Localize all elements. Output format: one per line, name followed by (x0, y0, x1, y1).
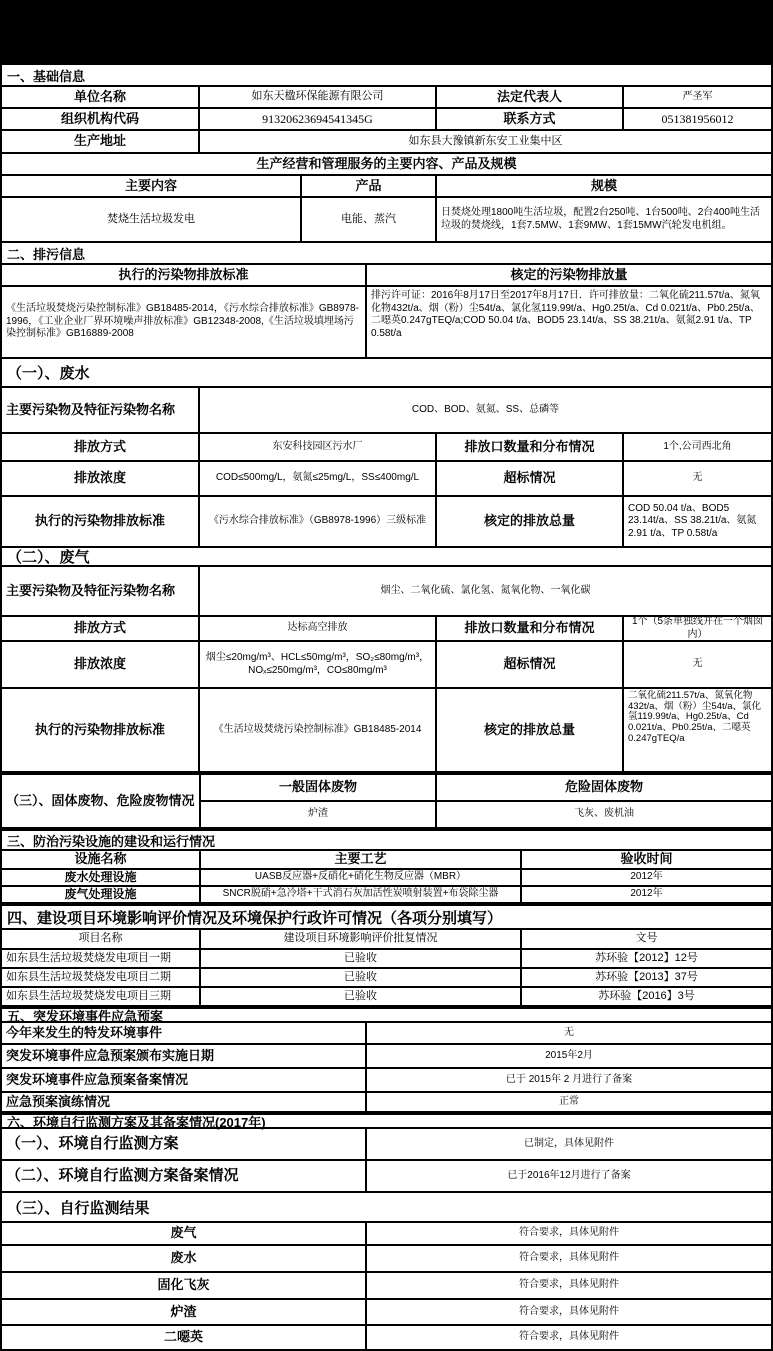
ww-pollutants-label: 主要污染物及特征污染物名称 (6, 401, 176, 417)
section1-title: 一、基础信息 (7, 68, 86, 84)
col-doc-number: 文号 (520, 930, 771, 948)
col-facility-name: 设施名称 (74, 851, 127, 867)
contact-label: 联系方式 (435, 109, 622, 129)
result-value: 符合要求，具体见附件 (365, 1223, 771, 1244)
org-code-value: 91320623694541345G (198, 109, 435, 129)
table-row (2, 967, 771, 986)
wg-pollutants-value: 烟尘、二氧化硫、氯化氢、氮氧化物、一氧化碳 (198, 567, 771, 615)
table-header-row (2, 263, 771, 285)
ww-outlets-value: 1个,公司西北角 (622, 434, 771, 460)
result-value: 符合要求，具体见附件 (365, 1273, 771, 1298)
table-row (2, 687, 771, 771)
general-solid-value: 炉渣 (199, 802, 435, 827)
facility-date: 2012年 (520, 870, 771, 885)
section5-title: 五、突发环境事件应急预案 (2, 1005, 771, 1021)
table-row (2, 152, 771, 174)
ww-exceed-label: 超标情况 (435, 462, 622, 495)
table-row (2, 885, 771, 902)
table-row (2, 986, 771, 1005)
table-row (2, 386, 771, 432)
result-label: 炉渣 (170, 1303, 197, 1319)
table-row (2, 1324, 771, 1349)
wg-concentration-value: 烟尘≤20mg/m³、HCL≤50mg/m³，SO₂≤80mg/m³，NOₓ≤250mg/m³，CO≤80mg/m³ (198, 642, 435, 687)
table-row (2, 1021, 771, 1043)
table-row (2, 615, 771, 640)
hazardous-solid-value: 飞灰、废机油 (435, 802, 771, 827)
table-row (2, 565, 771, 615)
wg-total-label: 核定的排放总量 (435, 689, 622, 771)
ww-total-label: 核定的排放总量 (435, 497, 622, 546)
ww-pollutants-value: COD、BOD、氨氮、SS、总磷等 (198, 388, 771, 432)
scale-value: 日焚烧处理1800吨生活垃圾，配置2台250吨、1台500吨、2台400吨生活垃圾的焚烧线，1套7.5MW、1套9MW、1套15MW汽轮发电机组。 (435, 198, 771, 241)
wg-outlets-value: 1个（5条单独线并在一个烟囱内） (622, 617, 771, 640)
project-name: 如东县生活垃圾焚烧发电项目二期 (6, 970, 171, 983)
table-row (2, 1221, 771, 1244)
wg-exceed-value: 无 (622, 642, 771, 687)
wastewater-title: （一）、废水 (2, 357, 771, 386)
monitor-record-label: （二）、环境自行监测方案备案情况 (6, 1166, 239, 1184)
emergency-label: 突发环境事件应急预案备案情况 (6, 1071, 189, 1087)
result-label: 废水 (170, 1250, 197, 1266)
solidwaste-value-row (199, 800, 771, 827)
top-black-band (0, 0, 773, 62)
result-label: 二噁英 (163, 1329, 203, 1345)
table-row (2, 460, 771, 495)
col-project-name: 项目名称 (78, 932, 123, 945)
col-product: 产品 (300, 176, 435, 196)
address-label: 生产地址 (73, 133, 126, 149)
table-row (2, 1298, 771, 1324)
ww-concentration-label: 排放浓度 (73, 470, 126, 486)
table-row (2, 85, 771, 107)
project-status: 已验收 (199, 988, 520, 1005)
wg-standard-value: 《生活垃圾焚烧污染控制标准》GB18485-2014 (198, 689, 435, 771)
project-doc: 苏环验【2012】12号 (520, 950, 771, 967)
project-doc: 苏环验【2016】3号 (520, 988, 771, 1005)
approved-value: 排污许可证：2016年8月17日至2017年8月17日．许可排放量：二氧化硫211.57t/a、氮氧化物432t/a、烟（粉）尘54t/a、氯化氢119.99t/a、Hg0.25t/a、Cd 0.021t/a、Pb0.25t/a、二噁英0.247gTEQ/a;COD 50.04 t/a、BOD5 23.14t/a、SS 38.21t/a、氨氮2.91 t/a、TP 0.58t/a (365, 287, 771, 357)
ww-outlets-label: 排放口数量和分布情况 (435, 434, 622, 460)
project-status: 已验收 (199, 969, 520, 986)
facility-date: 2012年 (520, 887, 771, 902)
emergency-label: 应急预案演练情况 (6, 1093, 111, 1109)
wg-pollutants-label: 主要污染物及特征污染物名称 (6, 582, 176, 598)
ww-exceed-value: 无 (622, 462, 771, 495)
facility-name: 废水处理设施 (64, 870, 137, 884)
project-name: 如东县生活垃圾焚烧发电项目一期 (6, 951, 171, 964)
general-solid-header: 一般固体废物 (199, 775, 435, 800)
table-row (2, 1127, 771, 1159)
table-row (2, 948, 771, 967)
wg-mode-label: 排放方式 (73, 620, 126, 636)
table-row (2, 1271, 771, 1298)
monitor-plan-label: （一）、环境自行监测方案 (6, 1134, 179, 1152)
disclosure-table (0, 62, 773, 1351)
section2-title: 二、排污信息 (2, 241, 771, 263)
table-row (2, 107, 771, 129)
result-label: 废气 (170, 1225, 197, 1241)
solidwaste-sub (199, 775, 771, 827)
monitor-plan-value: 已制定，具体见附件 (365, 1129, 771, 1159)
facility-process: SNCR脱硝+急冷塔+干式消石灰加活性炭喷射装置+布袋除尘器 (199, 887, 520, 902)
ww-mode-value: 东安科技园区污水厂 (198, 434, 435, 460)
result-label: 固化飞灰 (157, 1277, 210, 1293)
section3-title: 三、防治污染设施的建设和运行情况 (2, 827, 771, 849)
table-header-row (2, 849, 771, 868)
legal-rep-value: 严圣军 (622, 87, 771, 107)
emergency-label: 今年来发生的特发环境事件 (6, 1024, 163, 1040)
solidwaste-header-row (199, 775, 771, 800)
emergency-label: 突发环境事件应急预案颁布实施日期 (6, 1047, 215, 1063)
table-row (2, 1091, 771, 1111)
project-status: 已验收 (199, 950, 520, 967)
table-row (2, 640, 771, 687)
table-row (2, 1067, 771, 1091)
col-acceptance-date: 验收时间 (520, 851, 771, 868)
business-header: 生产经营和管理服务的主要内容、产品及规模 (256, 155, 517, 171)
contact-value: 051381956012 (622, 109, 771, 129)
approved-header: 核定的污染物排放量 (365, 265, 771, 285)
result-value: 符合要求，具体见附件 (365, 1246, 771, 1271)
ww-total-value: COD 50.04 t/a、BOD5 23.14t/a、SS 38.21t/a、氨氮2.91 t/a、TP 0.58t/a (622, 497, 771, 546)
monitor-record-value: 已于2016年12月进行了备案 (365, 1161, 771, 1191)
unit-name-value: 如东天楹环保能源有限公司 (198, 87, 435, 107)
result-value: 符合要求，具体见附件 (365, 1326, 771, 1349)
section4-title: 四、建设项目环境影响评价情况及环境保护行政许可情况（各项分别填写） (2, 902, 771, 928)
project-name: 如东县生活垃圾焚烧发电项目三期 (6, 989, 171, 1002)
wg-concentration-label: 排放浓度 (73, 656, 126, 672)
solidwaste-title: （三）、固体废物、危险废物情况 (6, 792, 195, 808)
facility-name: 废气处理设施 (64, 887, 137, 901)
col-main-content: 主要内容 (124, 177, 177, 193)
solidwaste-block (2, 771, 771, 827)
legal-rep-label: 法定代表人 (435, 87, 622, 107)
table-row (2, 1043, 771, 1067)
result-value: 符合要求，具体见附件 (365, 1300, 771, 1324)
table-row (2, 868, 771, 885)
section6-title: 六、环境自行监测方案及其备案情况(2017年) (2, 1111, 771, 1127)
ww-standard-value: 《污水综合排放标准》（GB8978-1996）三级标准 (198, 497, 435, 546)
results-title: （三）、自行监测结果 (2, 1191, 771, 1221)
emergency-value: 2015年2月 (365, 1045, 771, 1067)
table-header-row (2, 174, 771, 196)
wg-mode-value: 达标高空排放 (198, 617, 435, 640)
project-doc: 苏环验【2013】37号 (520, 969, 771, 986)
table-row (2, 1244, 771, 1271)
emergency-value: 已于 2015年 2 月进行了备案 (365, 1069, 771, 1091)
ww-concentration-value: COD≤500mg/L，氨氮≤25mg/L，SS≤400mg/L (198, 462, 435, 495)
table-row (2, 285, 771, 357)
col-approval-status: 建设项目环境影响评价批复情况 (199, 930, 520, 948)
ww-mode-label: 排放方式 (73, 438, 126, 454)
table-row (2, 1159, 771, 1191)
address-value: 如东县大豫镇新东安工业集中区 (198, 131, 771, 152)
main-content-value: 焚烧生活垃圾发电 (107, 212, 195, 225)
hazardous-solid-header: 危险固体废物 (435, 775, 771, 800)
wg-exceed-label: 超标情况 (435, 642, 622, 687)
table-row (2, 196, 771, 241)
product-value: 电能、蒸汽 (300, 198, 435, 241)
table-row (2, 432, 771, 460)
unit-name-label: 单位名称 (73, 88, 126, 104)
standards-header: 执行的污染物排放标准 (118, 266, 249, 282)
wg-total-value: 二氧化硫211.57t/a、氮氧化物432t/a、烟（粉）尘54t/a、氯化氢119.99t/a、Hg0.25t/a、Cd 0.021t/a、Pb0.25t/a、二噁英0.247gTEQ/a (622, 689, 771, 771)
wastegas-title: （二）、废气 (2, 546, 771, 565)
ww-standard-label: 执行的污染物排放标准 (34, 513, 165, 529)
table-row (2, 495, 771, 546)
col-process: 主要工艺 (199, 851, 520, 868)
emergency-value: 无 (365, 1023, 771, 1043)
wg-standard-label: 执行的污染物排放标准 (34, 721, 165, 737)
emergency-value: 正常 (365, 1093, 771, 1111)
col-scale: 规模 (435, 176, 771, 196)
standards-value: 《生活垃圾焚烧污染控制标准》GB18485-2014，《污水综合排放标准》GB8978-1996，《工业企业厂界环境噪声排放标准》GB12348-2008,《生活垃圾填埋场污染控制标准》GB16889-2008 (6, 303, 359, 340)
org-code-label: 组织机构代码 (60, 110, 139, 126)
wg-outlets-label: 排放口数量和分布情况 (435, 617, 622, 640)
table-row (2, 129, 771, 152)
table-header-row (2, 928, 771, 948)
facility-process: UASB反应器+反硝化+硝化生物反应器（MBR） (199, 870, 520, 885)
